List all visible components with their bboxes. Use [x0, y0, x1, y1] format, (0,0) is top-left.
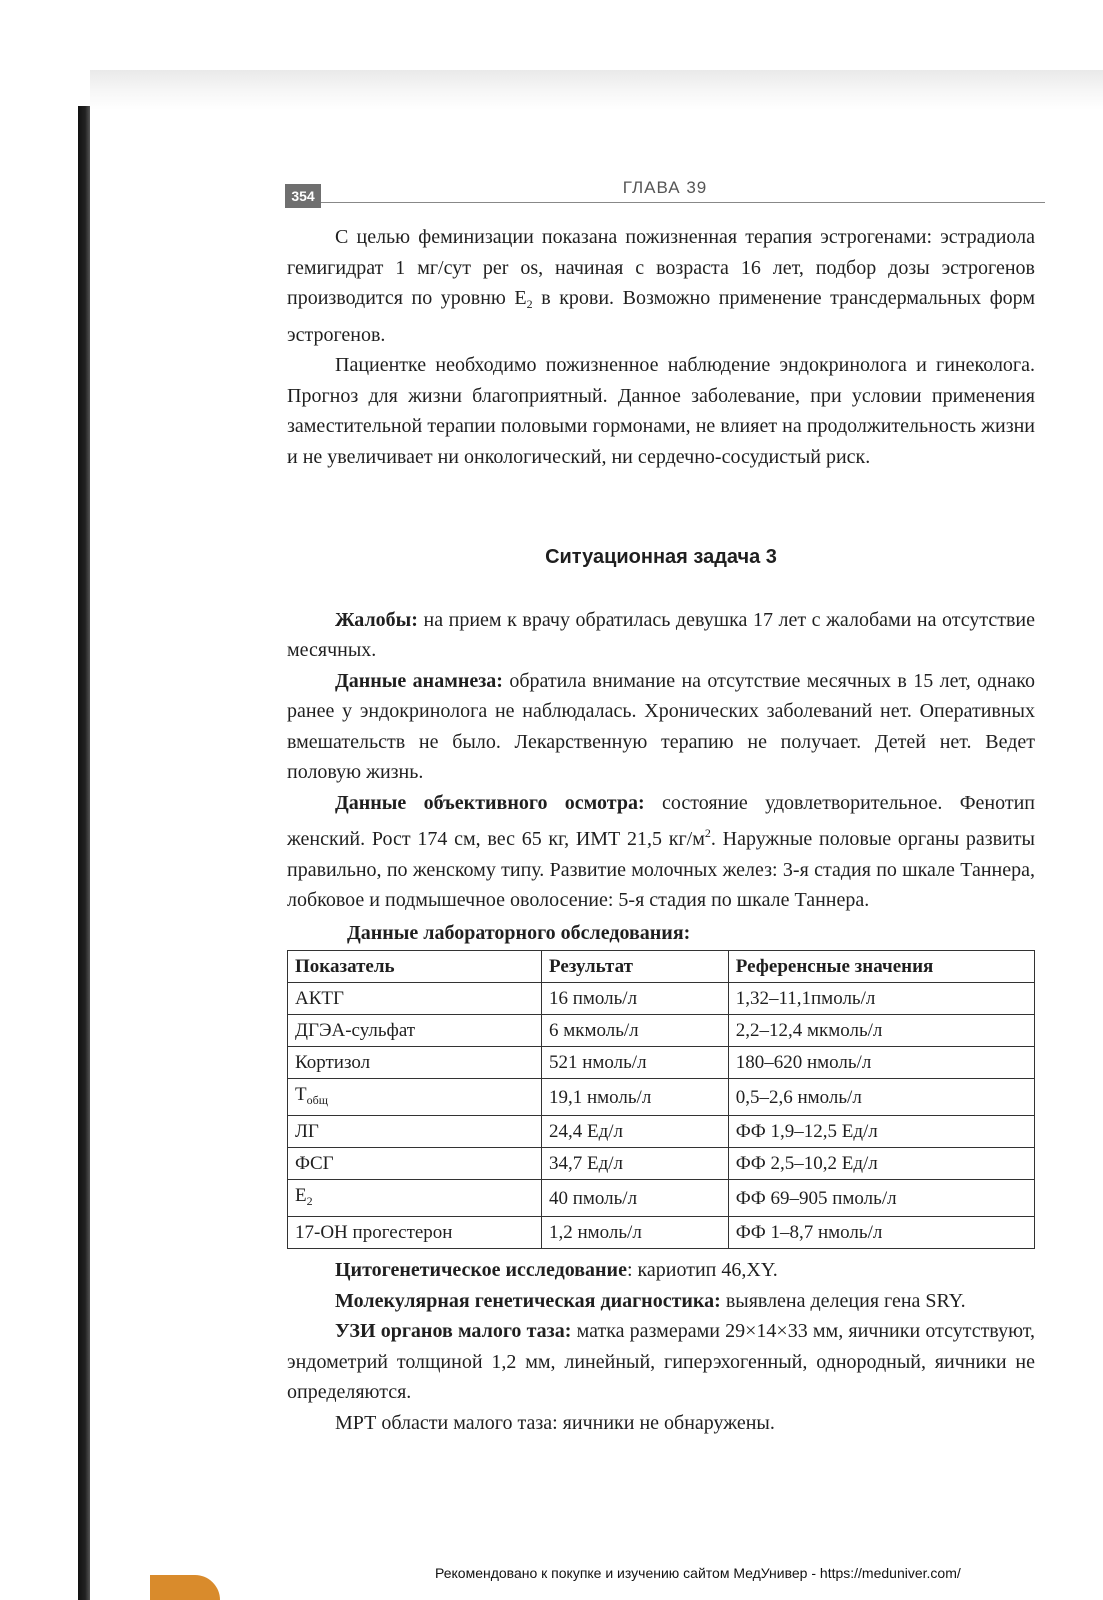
table-row: ДГЭА-сульфат 6 мкмоль/л 2,2–12,4 мкмоль/л [288, 1015, 1035, 1047]
table-row: ЛГ 24,4 Ед/л ФФ 1,9–12,5 Ед/л [288, 1116, 1035, 1148]
lab-title: Данные лабораторного обследования: [347, 921, 691, 944]
table-row: АКТГ 16 пмоль/л 1,32–11,1пмоль/л [288, 983, 1035, 1015]
header-result: Результат [541, 951, 728, 983]
paragraph-ultrasound: УЗИ органов малого таза: матка размерами 29×14×33 мм, яичники отсутствуют, эндометрий толщиной 1,2 мм, линейный, гиперэхогенный, однородный, яичники не определяются. [287, 1320, 1035, 1403]
paragraph-prognosis: Пациентке необходимо пожизненное наблюдение эндокринолога и гинеколога. Прогноз для жизни благоприятный. Данное заболевание, при условии применения заместительной терапии половыми гормонами, не влияет на продолжительность жизни и не увеличивает ни онкологический, ни сердечно-сосудистый риск. [287, 354, 1035, 468]
chapter-title: ГЛАВА 39 [622, 178, 708, 197]
page-header [285, 176, 1045, 210]
scan-shadow-top [90, 70, 1103, 110]
page-number: 354 [285, 184, 321, 208]
section-title: Ситуационная задача 3 [545, 546, 777, 568]
header-rule [321, 202, 1045, 203]
footer-note: Рекомендовано к покупке и изучению сайтом МедУнивер - https://meduniver.com/ [435, 1565, 961, 1581]
paragraph-mri: МРТ области малого таза: яичники не обнаружены. [335, 1411, 775, 1434]
e-subscript: 2 [306, 1194, 313, 1208]
paragraph-anamnesis: Данные анамнеза: обратила внимание на отсутствие месячных в 15 лет, однако ранее у эндокринолога не наблюдалась. Хронических заболеваний нет. Оперативных вмешательств не было. Лекарственную терапию не получает. Детей нет. Ведет половую жизнь. [287, 669, 1035, 783]
scan-corner-artifact [150, 1575, 220, 1600]
paragraph-exam: Данные объективного осмотра: состояние удовлетворительное. Фенотип женский. Рост 174 см, вес 65 кг, ИМТ 21,5 $кг/м^2$. Наружные половые органы развиты правильно, по женскому типу. Развитие молочных желез: 3-я стадия по шкале Таннера, лобковое и подмышечное оволосение: 5-я стадия по шкале Таннера. [287, 791, 1035, 911]
paragraph-therapy: С целью феминизации показана пожизненная терапия эстрогенами: эстрадиола гемигидрат 1 мг/сут per os, начиная с возраста 16 лет, подбор дозы эстрогенов производится по уровню $Е_2$ в крови. Возможно применение трансдермальных форм эстрогенов. [287, 226, 1036, 346]
table-row: $Т_{общ}$ 19,1 нмоль/л 0,5–2,6 нмоль/л [288, 1079, 1035, 1116]
e2-subscript: 2 [526, 297, 533, 311]
lab-table [287, 950, 1035, 1249]
table-row: ФСГ 34,7 Ед/л ФФ 2,5–10,2 Ед/л [288, 1148, 1035, 1180]
paragraph-complaints: Жалобы: на прием к врачу обратилась девушка 17 лет с жалобами на отсутствие месячных. [287, 608, 1035, 661]
page-body [287, 222, 1035, 1438]
header-indicator: Показатель [288, 951, 542, 983]
paragraph-cytogenetic: Цитогенетическое исследование: кариотип 46,XY. [335, 1259, 778, 1281]
paragraph-molecular: Молекулярная генетическая диагностика: выявлена делеция гена SRY. [335, 1289, 966, 1312]
table-header-row [288, 951, 1035, 983]
table-row: $Е_2$ 40 пмоль/л ФФ 69–905 пмоль/л [288, 1180, 1035, 1217]
scan-binding-edge [78, 106, 90, 1600]
header-reference: Референсные значения [728, 951, 1034, 983]
table-row: Кортизол 521 нмоль/л 180–620 нмоль/л [288, 1047, 1035, 1079]
table-row: 17-ОН прогестерон 1,2 нмоль/л ФФ 1–8,7 нмоль/л [288, 1217, 1035, 1249]
t-subscript: общ [306, 1093, 328, 1107]
